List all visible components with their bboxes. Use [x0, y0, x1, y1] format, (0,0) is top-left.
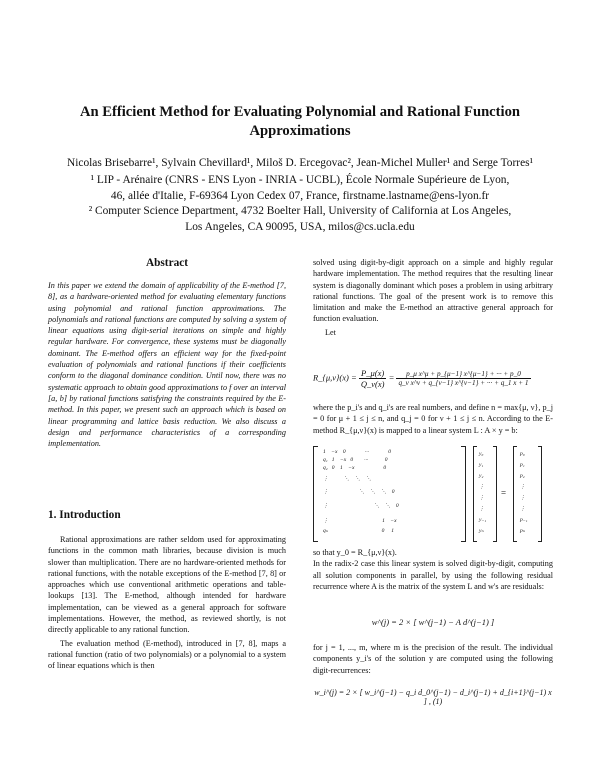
paragraph: solved using digit-by-digit approach on a simple and highly regular hardware implementation. The method requires that the resulting linear system is diagonally dominant which poses a problem in using arbitrary rational functions. The goal of the present work is to remove this limitation and make the E-method an attractive general approach for function evaluation.: [313, 258, 553, 324]
author-list: Nicolas Brisebarre¹, Sylvain Chevillard¹, Miloš D. Ercegovac², Jean-Michel Muller¹ and Serge Torres¹: [67, 157, 533, 169]
linear-system-matrix: = 1 −x 0 ··· 0 q₁ 1 −x 0 ··· 0 q₂ 0 1 −x 0 ⋮ ⋱ ⋱ ⋱ ⋮ ⋱ ⋱ ⋱ 0 ⋮ ⋱ ⋱ 0 ⋮ 1 −x qₙ 0 1 y₀ y₁ y₂ ⋮ ⋮ ⋮ y₋₁ yₙ p₀ p₁ p₂ ⋮ ⋮ ⋮ p₋₁ pₙ: [313, 446, 553, 546]
right-column-top: [313, 257, 553, 338]
right-paragraph-digits: [313, 642, 553, 676]
affiliation-line: ¹ LIP - Arénaire (CNRS - ENS Lyon - INRIA - UCBL), École Normale Supérieure de Lyon,: [90, 174, 510, 186]
paragraph: The evaluation method (E-method), introduced in [7, 8], maps a rational function (ratio of two polynomials) or a polynomial to a system of linear equations which is then: [48, 638, 286, 671]
equation-lhs: R_{μ,ν}(x) =: [313, 372, 357, 383]
paper-title: An Efficient Method for Evaluating Polynomial and Rational Function Approximations: [79, 104, 520, 139]
equation-digit-recurrence: w_i^(j) = 2 × [ w_i^(j−1) − q_i d_0^(j−1) − d_i^(j−1) + d_{i+1}^(j−1) x ] , (1): [314, 688, 552, 706]
fraction-numerator: P_μ(x): [359, 368, 387, 379]
equation-residual: w^(j) = 2 × [ w^(j−1) − A d^(j−1) ]: [371, 617, 495, 627]
abstract-heading: Abstract: [145, 257, 189, 269]
abstract-body: In this paper we extend the domain of applicability of the E-method [7, 8], as a hardware-oriented method for evaluating elementary functions using polynomial and rational function approximations. The polynomials and rational functions are computed by solving a system of linear equations using digit-serial iterations on simple and highly regular hardware. For convergence, these systems must be diagonally dominant. The E-method offers an efficient way for the fixed-point evaluation of polynomials and rational functions if their coefficients conform to the diagonal dominance condition. Until now, there was no systematic approach to obtain good approximations to f over an interval [a, b] by rational functions satisfying the constraints required by the E-method. In this paper, we present such an approach which is based on linear programming and lattice basis reduction. We also discuss a design and performance characteristics of a corresponding implementation.: [48, 281, 286, 449]
fraction-denominator: Q_ν(x): [360, 379, 385, 389]
affiliation-line: 46, allée d'Italie, F-69364 Lyon Cedex 07, France, firstname.lastname@ens-lyon.fr: [110, 189, 490, 202]
equation-rational-function: R_{μ,ν}(x) = $\frac{P\_\mu(x)}{Q\_\nu(x)}$ = $\frac{\text{p\_μ x\textasciicircum{}μ + p\_\{μ−1\} x\textasciicircum{}\{μ−1\} + ··· + p\_0}}{\text{q\_ν x\textasciicircum{}ν + q\_\{ν−1\} x\textasciicircum{}\{ν−1\} + ··· + q\_1 x + 1}}$: [313, 368, 529, 389]
affiliation-line: Los Angeles, CA 90095, USA, milos@cs.ucla.edu: [185, 220, 415, 233]
introduction-body: [48, 534, 286, 672]
paragraph: In the radix-2 case this linear system is solved digit-by-digit, computing all solution components in parallel, by using the following residual recurrence where A is the matrix of the system L and w's are residuals:: [313, 559, 553, 591]
paragraph: so that y_0 = R_{μ,ν}(x).: [313, 548, 397, 557]
right-paragraph-recurrence: [313, 547, 553, 592]
paragraph: Let: [325, 327, 336, 337]
fraction: [396, 370, 530, 387]
affiliation-line: ² Computer Science Department, 4732 Boelter Hall, University of California at Los Angeles,: [88, 205, 512, 218]
fraction: [359, 368, 387, 389]
affiliations: [40, 173, 560, 235]
paragraph: for j = 1, ..., m, where m is the precision of the result. The individual components y_i's of the solution y are computed using the following digit-recurrences:: [313, 643, 553, 675]
paragraph: where the p_i's and q_i's are real numbers, and define n = max{μ, ν}, p_j = 0 for μ + 1 ≤ j ≤ n, and q_j = 0 for ν + 1 ≤ j ≤ n. According to the E-method R_{μ,ν}(x) is mapped to a linear system L : A × y = b:: [313, 403, 553, 435]
paragraph: Rational approximations are rather seldom used for approximating functions in the common math libraries, because division is much slower than multiplication. There are no hardware-oriented methods for rational functions, with the notable exceptions of the E-method [7, 8] or approaches which use conventional arithmetic operations and table-lookups [13]. The E-method, although intended for hardware implementation, can be viewed as a general approach for software implementations. However, the method, as reviewed shortly, is not directly applicable to any rational function.: [48, 535, 286, 635]
section-heading-introduction: 1. Introduction: [48, 509, 121, 521]
fraction-numerator: p_μ x^μ + p_{μ−1} x^{μ−1} + ··· + p_0: [396, 370, 530, 379]
right-paragraph-define: [313, 402, 553, 436]
fraction-denominator: q_ν x^ν + q_{ν−1} x^{ν−1} + ··· + q_1 x + 1: [398, 379, 529, 387]
